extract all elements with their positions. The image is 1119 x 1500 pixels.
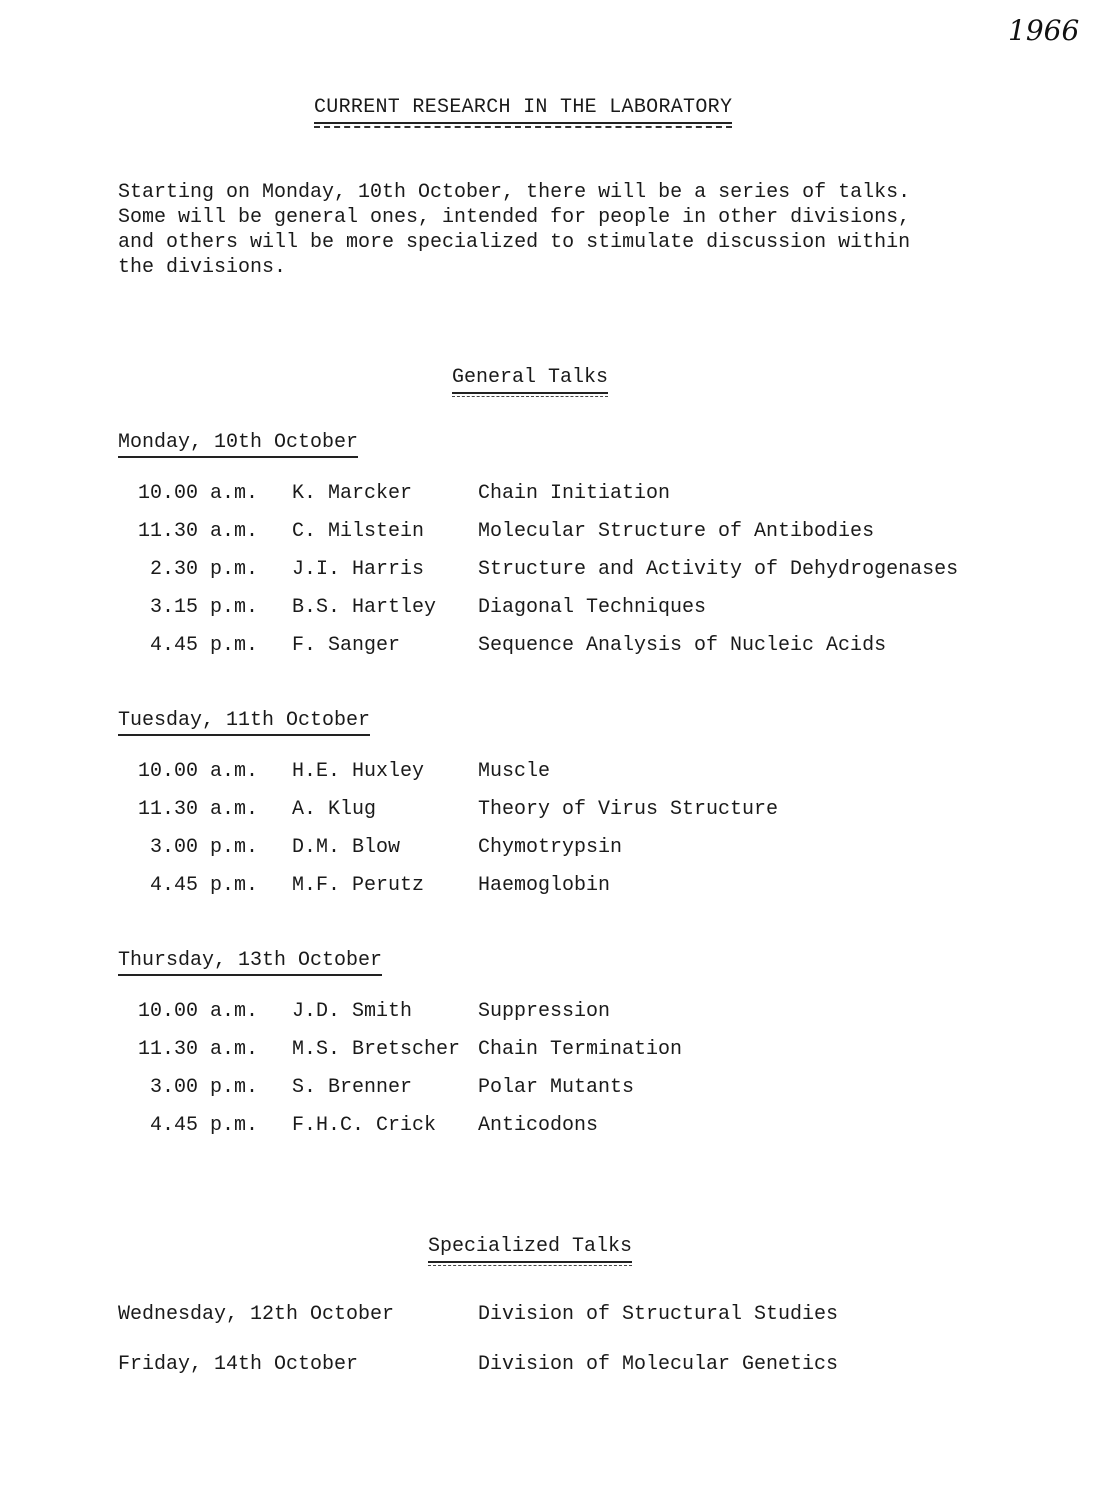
talk-time: 4.45 p.m. bbox=[149, 874, 258, 897]
talk-speaker: C. Milstein bbox=[292, 520, 425, 543]
talk-time: 4.45 p.m. bbox=[149, 634, 258, 657]
talk-topic: Sequence Analysis of Nucleic Acids bbox=[478, 634, 887, 657]
talk-topic: Structure and Activity of Dehydrogenases bbox=[478, 558, 959, 581]
talk-speaker: D.M. Blow bbox=[292, 836, 401, 859]
talk-topic: Suppression bbox=[478, 1000, 611, 1023]
talk-time: 10.00 a.m. bbox=[137, 760, 258, 783]
talk-speaker: B.S. Hartley bbox=[292, 596, 437, 619]
specialized-division: Division of Molecular Genetics bbox=[478, 1353, 839, 1376]
day-heading-thursday: Thursday, 13th October bbox=[118, 949, 382, 976]
talk-time: 3.00 p.m. bbox=[149, 836, 258, 859]
intro-line: Some will be general ones, intended for people in other divisions, bbox=[118, 206, 911, 229]
talk-topic: Chain Termination bbox=[478, 1038, 683, 1061]
intro-paragraph bbox=[118, 180, 1018, 280]
talk-topic: Chain Initiation bbox=[478, 482, 671, 505]
day-heading-tuesday: Tuesday, 11th October bbox=[118, 709, 370, 736]
page-title: CURRENT RESEARCH IN THE LABORATORY bbox=[314, 96, 732, 124]
talk-speaker: S. Brenner bbox=[292, 1076, 413, 1099]
specialized-day: Friday, 14th October bbox=[118, 1353, 359, 1376]
specialized-day: Wednesday, 12th October bbox=[118, 1303, 395, 1326]
talk-speaker: J.I. Harris bbox=[292, 558, 425, 581]
talk-speaker: F.H.C. Crick bbox=[292, 1114, 437, 1137]
day-heading-monday: Monday, 10th October bbox=[118, 431, 358, 458]
talk-time: 10.00 a.m. bbox=[137, 1000, 258, 1023]
talk-topic: Chymotrypsin bbox=[478, 836, 623, 859]
talk-time: 11.30 a.m. bbox=[137, 798, 258, 821]
talk-topic: Diagonal Techniques bbox=[478, 596, 707, 619]
intro-line: Starting on Monday, 10th October, there will be a series of talks. bbox=[118, 181, 911, 204]
talk-topic: Molecular Structure of Antibodies bbox=[478, 520, 875, 543]
talk-time: 11.30 a.m. bbox=[137, 1038, 258, 1061]
talk-time: 3.15 p.m. bbox=[149, 596, 258, 619]
intro-line: the divisions. bbox=[118, 256, 287, 279]
specialized-talks-heading: Specialized Talks bbox=[428, 1235, 632, 1263]
specialized-division: Division of Structural Studies bbox=[478, 1303, 839, 1326]
intro-line: and others will be more specialized to stimulate discussion within bbox=[118, 231, 911, 254]
talk-time: 2.30 p.m. bbox=[149, 558, 258, 581]
talk-topic: Muscle bbox=[478, 760, 551, 783]
talk-time: 4.45 p.m. bbox=[149, 1114, 258, 1137]
talk-speaker: K. Marcker bbox=[292, 482, 413, 505]
handwritten-year-note: 1966 bbox=[1008, 14, 1080, 47]
talk-topic: Polar Mutants bbox=[478, 1076, 635, 1099]
general-talks-heading: General Talks bbox=[452, 366, 608, 394]
talk-topic: Theory of Virus Structure bbox=[478, 798, 779, 821]
talk-speaker: A. Klug bbox=[292, 798, 377, 821]
talk-time: 11.30 a.m. bbox=[137, 520, 258, 543]
talk-speaker: H.E. Huxley bbox=[292, 760, 425, 783]
talk-speaker: F. Sanger bbox=[292, 634, 401, 657]
talk-speaker: M.F. Perutz bbox=[292, 874, 425, 897]
talk-time: 3.00 p.m. bbox=[149, 1076, 258, 1099]
talk-topic: Haemoglobin bbox=[478, 874, 611, 897]
talk-speaker: M.S. Bretscher bbox=[292, 1038, 461, 1061]
talk-time: 10.00 a.m. bbox=[137, 482, 258, 505]
talk-topic: Anticodons bbox=[478, 1114, 599, 1137]
talk-speaker: J.D. Smith bbox=[292, 1000, 413, 1023]
